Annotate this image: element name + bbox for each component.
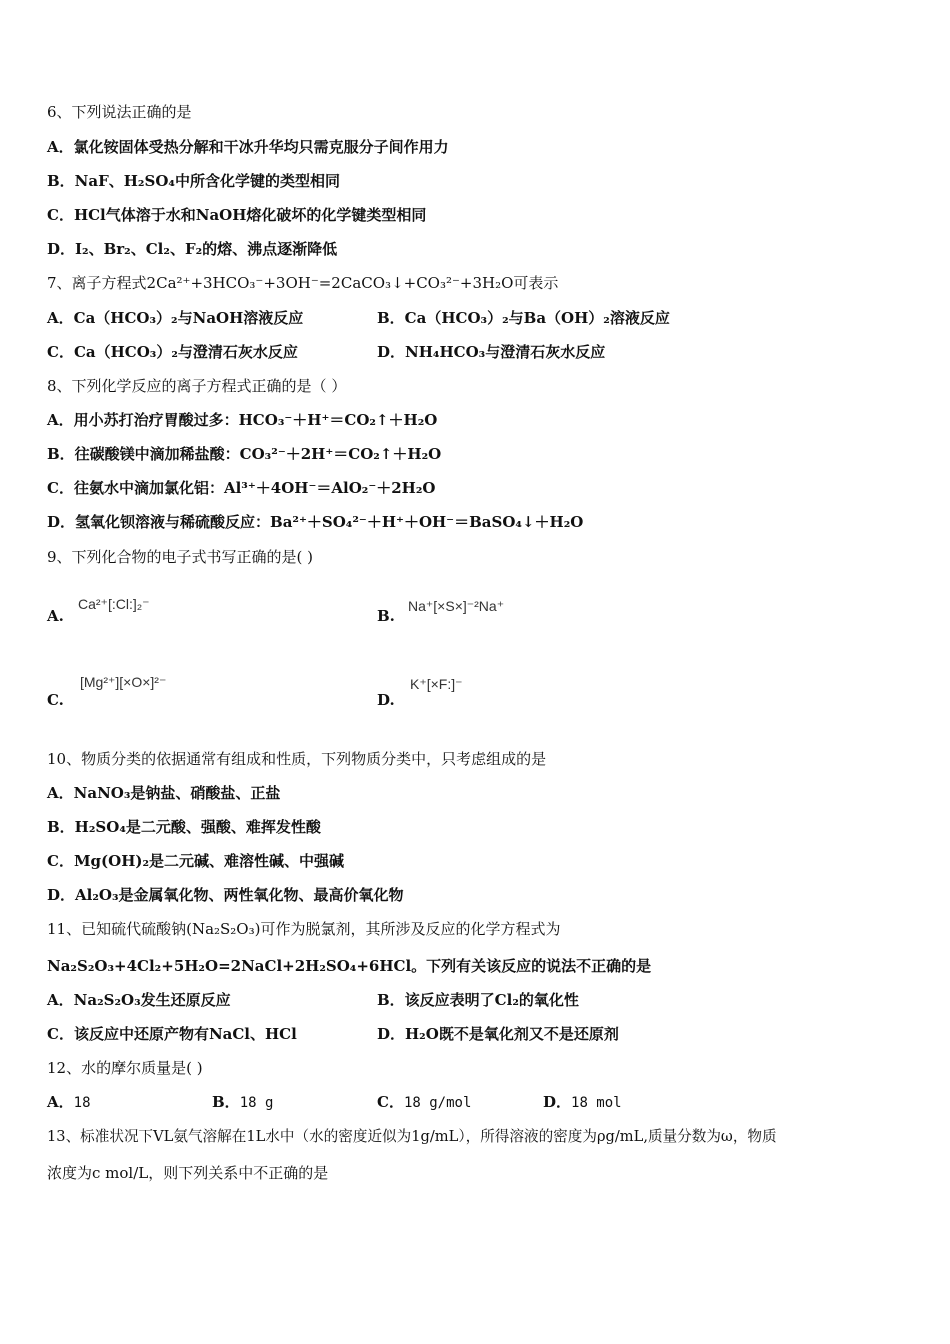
- q9-option-d-formula: K⁺[×F:]⁻: [410, 676, 463, 692]
- q6-option-b: B．NaF、H₂SO₄中所含化学键的类型相同: [47, 172, 340, 190]
- q13-stem-line1: 13、标准状况下VL氨气溶解在1L水中（水的密度近似为1g/mL），所得溶液的密度为ρg/mL,质量分数为ω，物质: [47, 1128, 777, 1145]
- q11-option-d: D．H₂O既不是氧化剂又不是还原剂: [377, 1025, 619, 1043]
- q12-option-c: [377, 1092, 471, 1113]
- q12-option-c-value: 18 g/mol: [403, 1095, 472, 1111]
- q9-option-b-label: B.: [377, 607, 395, 625]
- q12-option-b: [212, 1092, 273, 1113]
- q12-option-c-label: C．: [377, 1093, 404, 1111]
- q12-option-a: [47, 1092, 91, 1113]
- q10-option-c: C．Mg(OH)₂是二元碱、难溶性碱、中强碱: [47, 852, 345, 870]
- q12-option-d: [543, 1092, 622, 1113]
- q9-option-a-formula: Ca²⁺[:Cl:]₂⁻: [78, 596, 150, 612]
- q6-option-a: A．氯化铵固体受热分解和干冰升华均只需克服分子间作用力: [47, 138, 449, 156]
- q7-option-b: B．Ca（HCO₃）₂与Ba（OH）₂溶液反应: [377, 309, 670, 327]
- q7-option-a: A．Ca（HCO₃）₂与NaOH溶液反应: [47, 309, 304, 327]
- q11-stem-line1: 11、已知硫代硫酸钠(Na₂S₂O₃)可作为脱氯剂，其所涉及反应的化学方程式为: [47, 920, 561, 938]
- q8-option-c: C．往氨水中滴加氯化铝：Al³⁺＋4OH⁻＝AlO₂⁻＋2H₂O: [47, 479, 436, 497]
- q9-option-a-label: A.: [47, 607, 64, 625]
- q8-option-d: D．氢氧化钡溶液与稀硫酸反应：Ba²⁺＋SO₄²⁻＋H⁺＋OH⁻＝BaSO₄↓＋H₂O: [47, 513, 584, 531]
- q9-option-d-label: D.: [377, 691, 395, 709]
- q7-option-c: C．Ca（HCO₃）₂与澄清石灰水反应: [47, 343, 298, 361]
- q8-option-a: A．用小苏打治疗胃酸过多：HCO₃⁻＋H⁺＝CO₂↑＋H₂O: [47, 411, 438, 429]
- q10-option-a: A．NaNO₃是钠盐、硝酸盐、正盐: [47, 784, 281, 802]
- q12-option-d-value: 18 mol: [571, 1095, 622, 1111]
- q9-stem: 9、下列化合物的电子式书写正确的是( ): [47, 548, 314, 566]
- q9-option-b-formula: Na⁺[×S×]⁻²Na⁺: [408, 598, 505, 614]
- q11-option-c: C．该反应中还原产物有NaCl、HCl: [47, 1025, 297, 1043]
- q12-option-b-value: 18 g: [239, 1095, 274, 1111]
- q10-option-d: D．Al₂O₃是金属氧化物、两性氧化物、最高价氧化物: [47, 886, 404, 904]
- q11-option-b: B．该反应表明了Cl₂的氧化性: [377, 991, 579, 1009]
- q10-option-b: B．H₂SO₄是二元酸、强酸、难挥发性酸: [47, 818, 321, 836]
- q11-stem-line2: Na₂S₂O₃+4Cl₂+5H₂O=2NaCl+2H₂SO₄+6HCl。下列有关该反应的说法不正确的是: [47, 957, 652, 975]
- q12-option-b-label: B．: [212, 1093, 240, 1111]
- q7-option-d: D．NH₄HCO₃与澄清石灰水反应: [377, 343, 606, 361]
- q8-option-b: B．往碳酸镁中滴加稀盐酸：CO₃²⁻＋2H⁺＝CO₂↑＋H₂O: [47, 445, 442, 463]
- q9-option-c-label: C.: [47, 691, 64, 709]
- q12-option-a-value: 18: [73, 1095, 91, 1111]
- q6-stem: 6、下列说法正确的是: [47, 103, 192, 121]
- q7-stem: 7、离子方程式2Ca²⁺+3HCO₃⁻+3OH⁻=2CaCO₃↓+CO₃²⁻+3H₂O可表示: [47, 274, 559, 292]
- q9-option-c-formula: [Mg²⁺][×O×]²⁻: [80, 674, 167, 690]
- q8-stem: 8、下列化学反应的离子方程式正确的是（ ）: [47, 377, 347, 395]
- q12-stem: 12、水的摩尔质量是( ): [47, 1059, 203, 1077]
- q6-option-c: C．HCl气体溶于水和NaOH熔化破坏的化学键类型相同: [47, 206, 427, 224]
- q11-option-a: A．Na₂S₂O₃发生还原反应: [47, 991, 231, 1009]
- q6-option-d: D．I₂、Br₂、Cl₂、F₂的熔、沸点逐渐降低: [47, 240, 338, 258]
- q12-option-a-label: A．: [47, 1093, 74, 1111]
- q13-stem-line2: 浓度为c mol/L，则下列关系中不正确的是: [47, 1164, 329, 1182]
- q12-option-d-label: D．: [543, 1093, 572, 1111]
- q10-stem: 10、物质分类的依据通常有组成和性质，下列物质分类中，只考虑组成的是: [47, 750, 547, 768]
